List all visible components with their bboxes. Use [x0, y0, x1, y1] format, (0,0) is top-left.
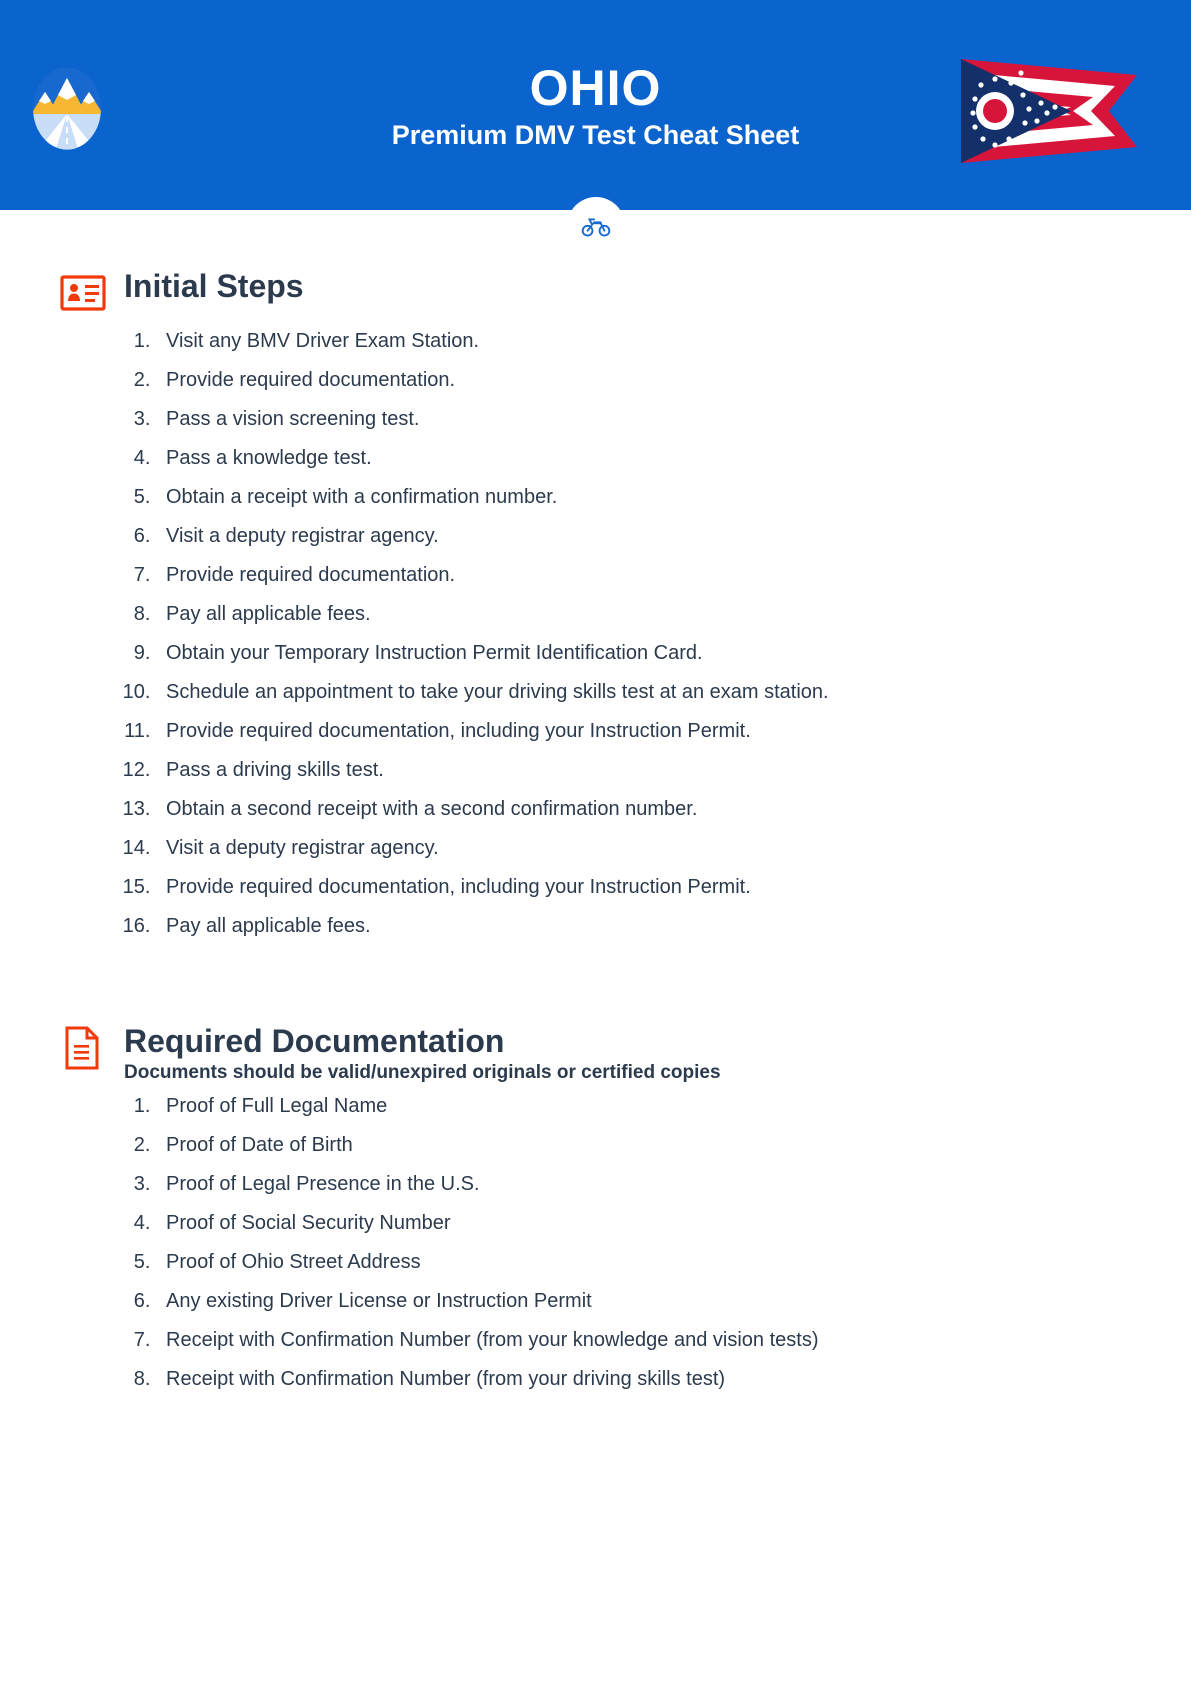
list-item: 8. Pay all applicable fees.: [156, 603, 1131, 625]
list-item: 5. Obtain a receipt with a confirmation number.: [156, 486, 1131, 508]
list-item: 4. Proof of Social Security Number: [156, 1212, 1131, 1234]
list-item: 14. Visit a deputy registrar agency.: [156, 837, 1131, 859]
list-item: 6. Visit a deputy registrar agency.: [156, 525, 1131, 547]
list-item: 10. Schedule an appointment to take your driving skills test at an exam station.: [156, 681, 1131, 703]
list-item: 12. Pass a driving skills test.: [156, 759, 1131, 781]
required-documentation-list: [60, 1095, 1131, 1390]
document-icon: [60, 1025, 106, 1071]
list-item: 7. Provide required documentation.: [156, 564, 1131, 586]
section-title: Initial Steps: [124, 268, 304, 304]
list-item: 1. Proof of Full Legal Name: [156, 1095, 1131, 1117]
initial-steps-list: [60, 330, 1131, 937]
list-item: 4. Pass a knowledge test.: [156, 447, 1131, 469]
list-item: 11. Provide required documentation, including your Instruction Permit.: [156, 720, 1131, 742]
section-required-documentation: [60, 1023, 1131, 1390]
ohio-flag-icon: [959, 55, 1139, 167]
section-header: [60, 268, 1131, 316]
list-item: 13. Obtain a second receipt with a second confirmation number.: [156, 798, 1131, 820]
list-item: 2. Proof of Date of Birth: [156, 1134, 1131, 1156]
section-initial-steps: [60, 268, 1131, 937]
state-name: OHIO: [529, 60, 662, 116]
list-item: 6. Any existing Driver License or Instruction Permit: [156, 1290, 1131, 1312]
section-title: Required Documentation: [124, 1023, 505, 1059]
page-header: [0, 0, 1191, 210]
page-content: [0, 268, 1191, 1390]
list-item: 3. Pass a vision screening test.: [156, 408, 1131, 430]
list-item: 2. Provide required documentation.: [156, 369, 1131, 391]
list-item: 8. Receipt with Confirmation Number (from your driving skills test): [156, 1368, 1131, 1390]
list-item: 9. Obtain your Temporary Instruction Permit Identification Card.: [156, 642, 1131, 664]
list-item: 3. Proof of Legal Presence in the U.S.: [156, 1173, 1131, 1195]
sheet-subtitle: Premium DMV Test Cheat Sheet: [391, 119, 800, 150]
list-item: 5. Proof of Ohio Street Address: [156, 1251, 1131, 1273]
section-header: [60, 1023, 1131, 1085]
list-item: 7. Receipt with Confirmation Number (from your knowledge and vision tests): [156, 1329, 1131, 1351]
list-item: 15. Provide required documentation, including your Instruction Permit.: [156, 876, 1131, 898]
id-card-icon: [60, 270, 106, 316]
section-subtitle: Documents should be valid/unexpired originals or certified copies: [124, 1061, 721, 1083]
motorcycle-icon: [567, 197, 625, 255]
list-item: 16. Pay all applicable fees.: [156, 915, 1131, 937]
list-item: 1. Visit any BMV Driver Exam Station.: [156, 330, 1131, 352]
